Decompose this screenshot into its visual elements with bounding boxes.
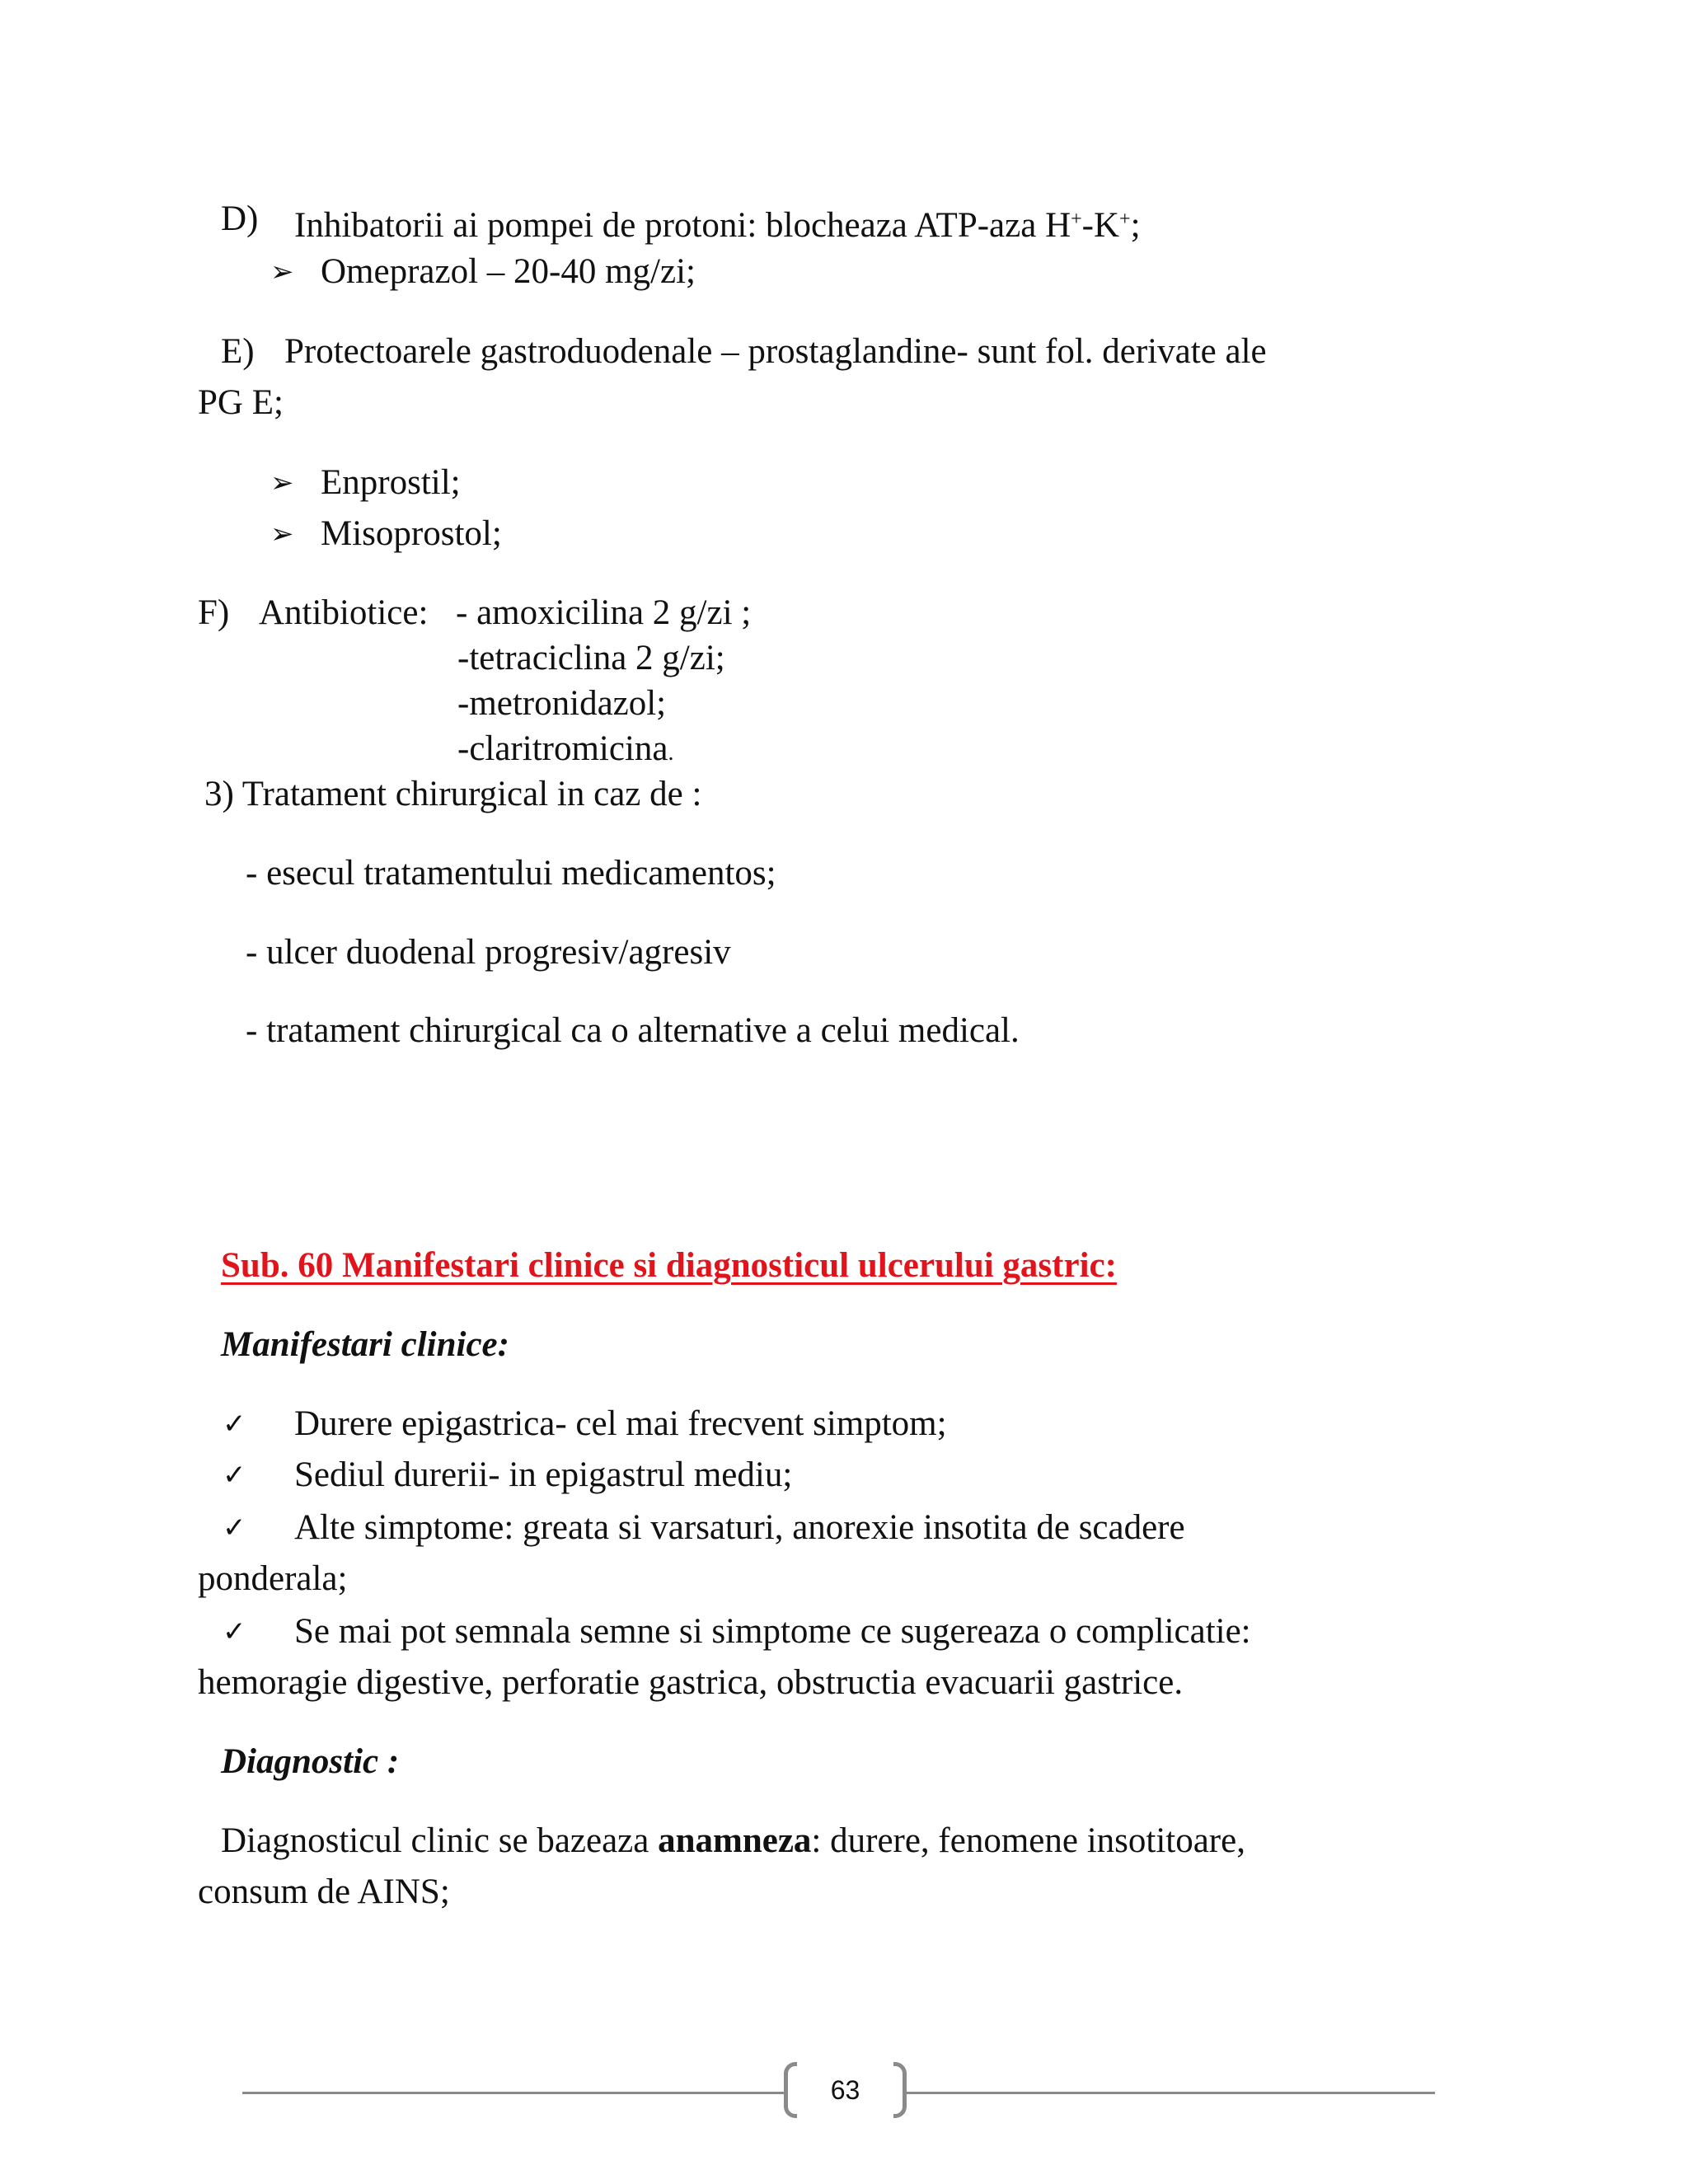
subject-heading: Sub. 60 Manifestari clinice si diagnosticul ulcerului gastric: [221,1246,1117,1285]
surgery-indication: - esecul tratamentului medicamentos; [246,854,776,893]
checkmark-icon: ✓ [223,1511,246,1544]
section-e-text-cont: PG E; [198,383,284,422]
checkmark-icon: ✓ [223,1408,246,1441]
clinical-item: Sediul durerii- in epigastrul mediu; [294,1455,793,1494]
footer-rule-right [907,2092,1435,2094]
antibiotic-item: -tetraciclina 2 g/zi; [457,639,725,677]
arrow-bullet-icon: ➢ [270,255,294,288]
surgery-indication: - ulcer duodenal progresiv/agresiv [246,933,731,972]
bullet-item: Enprostil; [321,463,461,502]
section-e-label: E) [221,332,255,371]
bullet-item: Misoprostol; [321,514,502,553]
diagnostic-text: Diagnosticul clinic se bazeaza anamneza: durere, fenomene insotitoare, [221,1821,1245,1860]
checkmark-icon: ✓ [223,1615,246,1648]
section-d-text: Inhibatorii ai pompei de protoni: blocheaza ATP-aza H+-K+; [294,206,1141,245]
section-d-line [221,196,258,242]
footer-rule-left [242,2092,784,2094]
section-e-text: Protectoarele gastroduodenale – prostaglandine- sunt fol. derivate ale [284,332,1267,371]
antibiotic-item: - amoxicilina 2 g/zi ; [456,593,752,632]
arrow-bullet-icon: ➢ [270,518,294,551]
clinical-item: Se mai pot semnala semne si simptome ce sugereaza o complicatie: [294,1612,1251,1651]
arrow-bullet-icon: ➢ [270,466,294,499]
clinical-item-cont: ponderala; [198,1559,348,1598]
footer-brace-left [784,2062,797,2118]
clinical-item: Durere epigastrica- cel mai frecvent simptom; [294,1404,947,1443]
bullet-item: Omeprazol – 20-40 mg/zi; [321,252,696,291]
clinical-title: Manifestari clinice: [221,1325,509,1364]
section-d-label: D) [221,199,259,238]
diagnostic-title: Diagnostic : [221,1742,400,1781]
footer-brace-right [893,2062,907,2118]
page-number: 63 [830,2075,860,2105]
checkmark-icon: ✓ [223,1459,246,1492]
surgery-indication: - tratament chirurgical ca o alternative a celui medical. [246,1011,1020,1050]
section-f-intro: Antibiotice: [259,593,429,632]
antibiotic-item: -metronidazol; [457,684,667,723]
clinical-item: Alte simptome: greata si varsaturi, anorexie insotita de scadere [294,1508,1185,1547]
diagnostic-text-cont: consum de AINS; [198,1872,450,1911]
section-f-label: F) [198,593,230,632]
section-3-title: 3) Tratament chirurgical in caz de : [204,775,702,813]
clinical-item-cont: hemoragie digestive, perforatie gastrica, obstructia evacuarii gastrice. [198,1663,1184,1702]
antibiotic-item-last: -claritromicina. [457,729,674,768]
